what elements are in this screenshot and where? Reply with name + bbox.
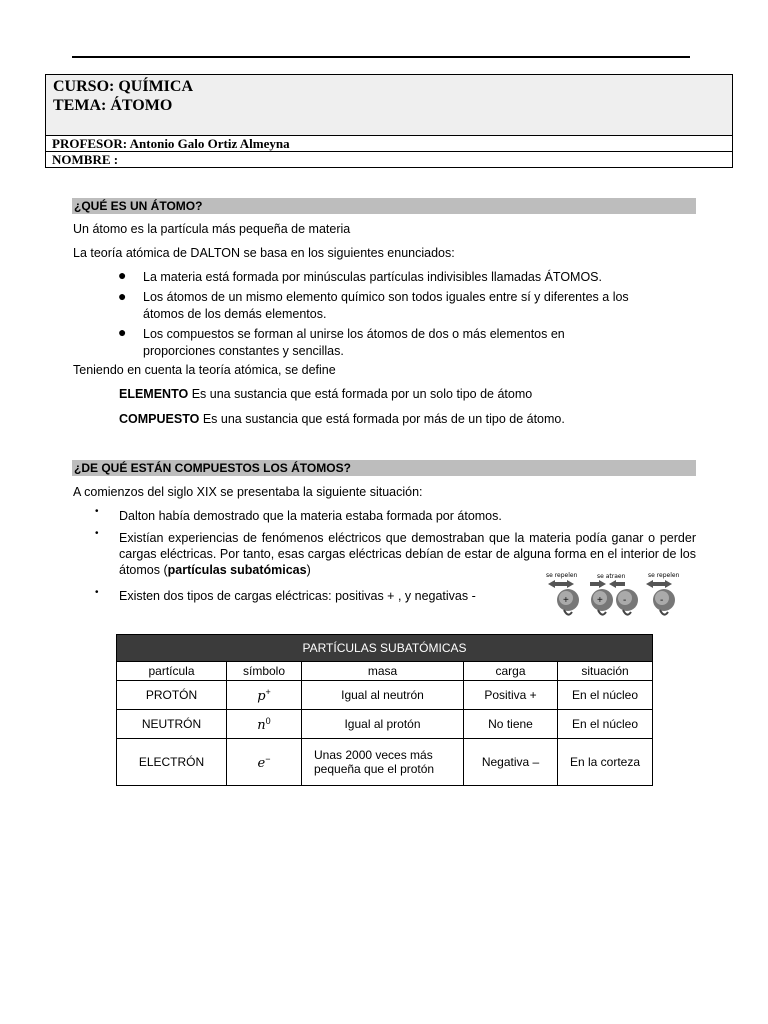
table-caption: PARTÍCULAS SUBATÓMICAS bbox=[117, 635, 653, 662]
particle-location: En el núcleo bbox=[558, 681, 653, 710]
top-rule bbox=[72, 56, 690, 58]
dalton-statement-3: Los compuestos se forman al unirse los átomos de dos o más elementos en proporciones constantes y sencillas. bbox=[143, 327, 565, 358]
dalton-statement-1: La materia está formada por minúsculas partículas indivisibles llamadas ÁTOMOS. bbox=[143, 270, 602, 284]
column-header: carga bbox=[464, 662, 558, 681]
negative-charge-icon bbox=[616, 589, 638, 615]
dalton-statement-2: Los átomos de un mismo elemento químico son todos iguales entre sí y diferentes a los átomos de los demás elementos. bbox=[143, 290, 629, 321]
label-attract: se atraen bbox=[597, 573, 626, 580]
column-header: símbolo bbox=[227, 662, 302, 681]
negative-charge-icon bbox=[653, 589, 675, 615]
column-header: situación bbox=[558, 662, 653, 681]
column-header: masa bbox=[302, 662, 464, 681]
particle-mass: Unas 2000 veces más pequeña que el protón bbox=[302, 739, 464, 786]
svg-text:+: + bbox=[597, 595, 603, 606]
label-repel-1: se repelen bbox=[546, 572, 578, 579]
topic-title: TEMA: ÁTOMO bbox=[53, 97, 173, 114]
bullet-icon: • bbox=[95, 506, 99, 517]
bullet-icon: ● bbox=[118, 324, 127, 340]
symbol-superscript: 0 bbox=[265, 715, 271, 726]
particle-location: En la corteza bbox=[558, 739, 653, 786]
table-row bbox=[117, 681, 653, 710]
table-row bbox=[117, 710, 653, 739]
composition-bullet-2-close: ) bbox=[306, 563, 311, 577]
composition-bullet-1: Dalton había demostrado que la materia estaba formada por átomos. bbox=[119, 509, 502, 523]
course-title: CURSO: QUÍMICA bbox=[53, 78, 193, 95]
student-name-field: NOMBRE : bbox=[52, 152, 119, 167]
table-header-row bbox=[117, 662, 653, 681]
subatomic-particles-table bbox=[116, 634, 653, 786]
subatomic-particles-term: partículas subatómicas bbox=[167, 563, 307, 577]
particle-name: NEUTRÓN bbox=[117, 710, 227, 739]
particle-mass: Igual al protón bbox=[302, 710, 464, 739]
particle-name: PROTÓN bbox=[117, 681, 227, 710]
particle-charge: No tiene bbox=[464, 710, 558, 739]
particle-symbol bbox=[227, 739, 302, 786]
bullet-icon: • bbox=[95, 528, 99, 539]
symbol-base: n bbox=[257, 717, 266, 733]
course-header-title-area bbox=[46, 75, 732, 136]
compound-term: COMPUESTO bbox=[119, 412, 200, 426]
charges-interaction-figure bbox=[538, 570, 688, 622]
table-row bbox=[117, 739, 653, 786]
bullet-icon: • bbox=[95, 587, 99, 598]
element-text: Es una sustancia que está formada por un solo tipo de átomo bbox=[188, 387, 533, 401]
compound-definition bbox=[119, 411, 565, 427]
positive-charge-icon bbox=[591, 589, 613, 615]
section-title-atom-composition: ¿DE QUÉ ESTÁN COMPUESTOS LOS ÁTOMOS? bbox=[72, 460, 696, 476]
teacher-name: PROFESOR: Antonio Galo Ortiz Almeyna bbox=[46, 136, 732, 152]
table-caption-row bbox=[117, 635, 653, 662]
svg-text:-: - bbox=[623, 595, 627, 606]
bullet-icon: ● bbox=[118, 288, 127, 304]
composition-bullet-3: Existen dos tipos de cargas eléctricas: positivas + , y negativas - bbox=[119, 589, 476, 603]
composition-bullet-2-text: Existían experiencias de fenómenos eléctricos que demostraban que la materia podía ganar o perder cargas eléctricas. Por tanto, esas cargas eléctricas debían de estar de alguna forma en el interior de los átomos ( bbox=[119, 531, 696, 577]
compound-text: Es una sustancia que está formada por más de un tipo de átomo. bbox=[199, 412, 565, 426]
svg-text:-: - bbox=[660, 595, 664, 606]
positive-charge-icon bbox=[557, 589, 579, 615]
dalton-intro: La teoría atómica de DALTON se basa en los siguientes enunciados: bbox=[73, 246, 455, 260]
element-definition bbox=[119, 386, 532, 402]
section-title-what-is-atom: ¿QUÉ ES UN ÁTOMO? bbox=[72, 198, 696, 214]
composition-intro: A comienzos del siglo XIX se presentaba la siguiente situación: bbox=[73, 485, 423, 499]
bullet-icon: ● bbox=[118, 267, 127, 283]
particle-mass: Igual al neutrón bbox=[302, 681, 464, 710]
symbol-base: e bbox=[257, 755, 266, 771]
particle-location: En el núcleo bbox=[558, 710, 653, 739]
atom-definition: Un átomo es la partícula más pequeña de materia bbox=[73, 222, 351, 236]
symbol-superscript: + bbox=[265, 686, 271, 697]
particle-charge: Negativa – bbox=[464, 739, 558, 786]
arrows-icon bbox=[548, 580, 672, 588]
symbol-superscript: − bbox=[265, 753, 271, 764]
svg-text:+: + bbox=[563, 595, 569, 606]
label-repel-2: se repelen bbox=[648, 572, 680, 579]
particle-charge: Positiva + bbox=[464, 681, 558, 710]
define-intro: Teniendo en cuenta la teoría atómica, se define bbox=[73, 363, 336, 377]
column-header: partícula bbox=[117, 662, 227, 681]
particle-symbol bbox=[227, 681, 302, 710]
element-term: ELEMENTO bbox=[119, 387, 189, 401]
course-header bbox=[45, 74, 733, 168]
symbol-base: p bbox=[257, 688, 266, 704]
particle-name: ELECTRÓN bbox=[117, 739, 227, 786]
particle-symbol bbox=[227, 710, 302, 739]
